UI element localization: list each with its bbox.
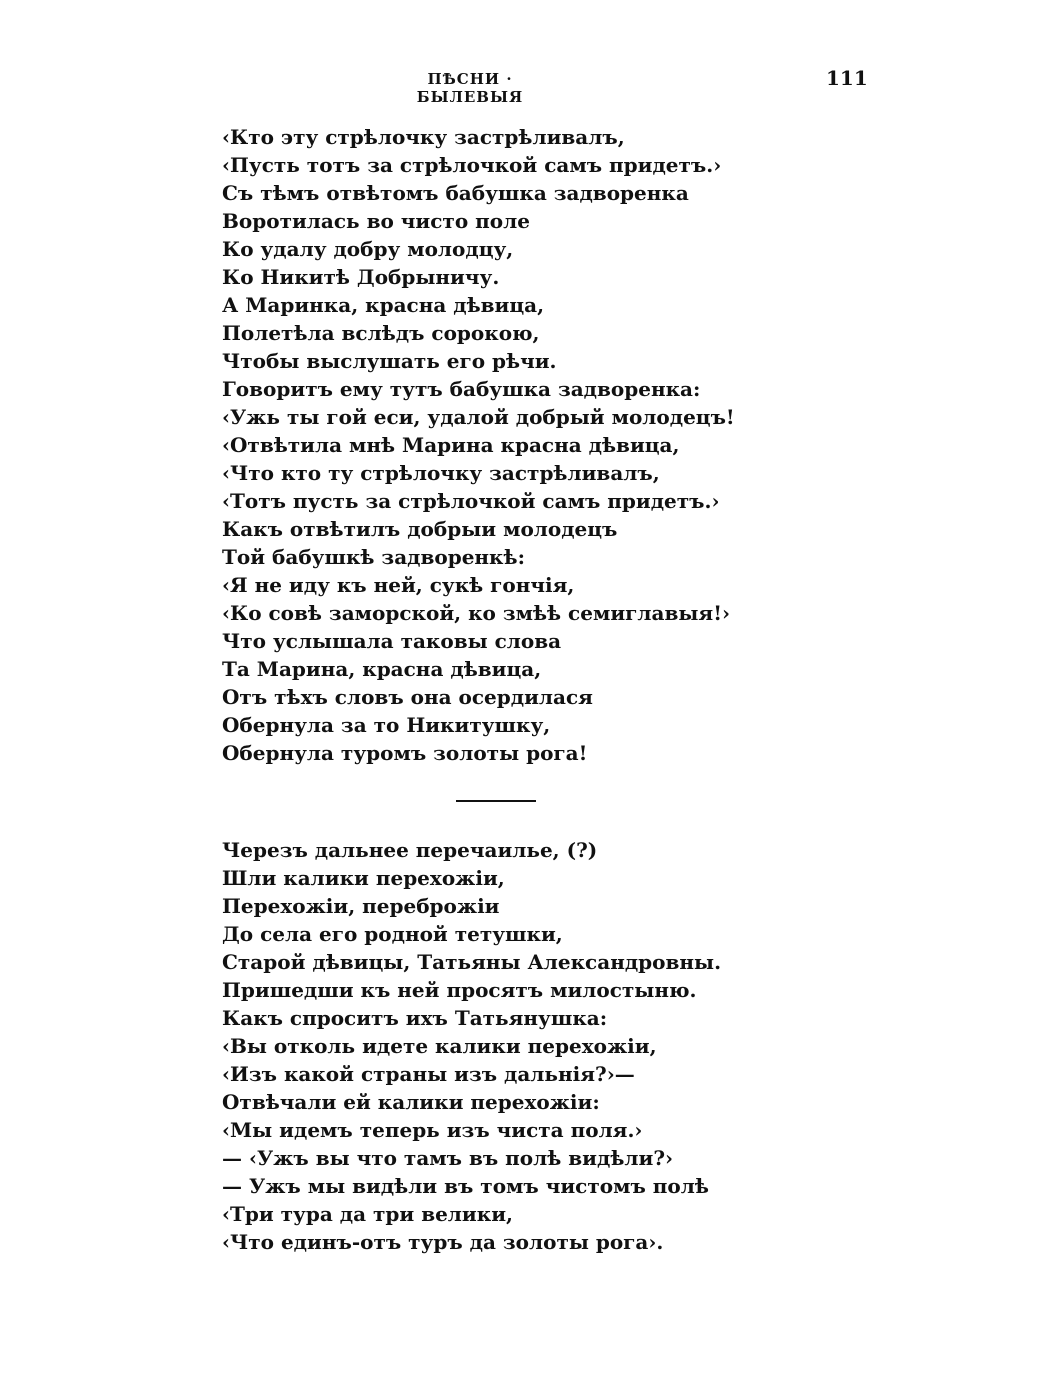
verse-line: Перехожіи, переброжіи: [222, 894, 500, 918]
verse-line: Какъ спроситъ ихъ Татьянушка:: [222, 1006, 608, 1030]
verse-line: Обернула туромъ золоты рога!: [222, 741, 588, 765]
verse-line: Что услышала таковы слова: [222, 629, 562, 653]
verse-line: ‹Изъ какой страны изъ дальнія?›—: [222, 1062, 635, 1086]
verse-line: Старой дѣвицы, Татьяны Александровны.: [222, 950, 722, 974]
verse-line: Ко удалу добру молодцу,: [222, 237, 514, 261]
verse-line: До села его родной тетушки,: [222, 922, 563, 946]
verse-line: ‹Мы идемъ теперь изъ чиста поля.›: [222, 1118, 643, 1142]
page-number: 111: [826, 66, 868, 90]
running-title: ПѢСНИ · БЫЛЕВЫЯ: [416, 70, 524, 106]
verse-line: ‹Отвѣтила мнѣ Марина красна дѣвица,: [222, 433, 680, 457]
stanza-1: [222, 123, 735, 767]
verse-line: Черезъ дальнее перечаилье, (?): [222, 838, 598, 862]
verse-line: — Ужъ мы видѣли въ томъ чистомъ полѣ: [222, 1174, 709, 1198]
verse-line: Шли калики перехожіи,: [222, 866, 505, 890]
verse-line: ‹Ко совѣ заморской, ко змѣѣ семиглавыя!›: [222, 601, 730, 625]
verse-line: Пришедши къ ней просятъ милостыню.: [222, 978, 697, 1002]
verse-line: ‹Что кто ту стрѣлочку застрѣливалъ,: [222, 461, 660, 485]
verse-line: Та Марина, красна дѣвица,: [222, 657, 542, 681]
verse-line: ‹Кто эту стрѣлочку застрѣливалъ,: [222, 125, 625, 149]
verse-line: А Маринка, красна дѣвица,: [222, 293, 545, 317]
verse-line: Ко Никитѣ Добрыничу.: [222, 265, 500, 289]
verse-line: ‹Я не иду къ ней, сукѣ гончія,: [222, 573, 575, 597]
verse-line: — ‹Ужъ вы что тамъ въ полѣ видѣли?›: [222, 1146, 674, 1170]
verse-line: Чтобы выслушать его рѣчи.: [222, 349, 557, 373]
verse-line: ‹Ужь ты гой еси, удалой добрый молодецъ!: [222, 405, 735, 429]
verse-line: Съ тѣмъ отвѣтомъ бабушка задворенка: [222, 181, 689, 205]
verse-line: Отвѣчали ей калики перехожіи:: [222, 1090, 600, 1114]
verse-line: Отъ тѣхъ словъ она осердилася: [222, 685, 593, 709]
verse-line: ‹Вы отколь идете калики перехожіи,: [222, 1034, 657, 1058]
section-divider: [456, 800, 536, 802]
verse-line: ‹Три тура да три велики,: [222, 1202, 513, 1226]
verse-line: Говоритъ ему тутъ бабушка задворенка:: [222, 377, 701, 401]
verse-line: Той бабушкѣ задворенкѣ:: [222, 545, 525, 569]
verse-line: ‹Пусть тотъ за стрѣлочкой самъ придетъ.›: [222, 153, 722, 177]
verse-line: Полетѣла вслѣдъ сорокою,: [222, 321, 540, 345]
verse-line: Воротилась во чисто поле: [222, 209, 530, 233]
stanza-2: [222, 836, 721, 1256]
verse-line: ‹Тотъ пусть за стрѣлочкой самъ придетъ.›: [222, 489, 720, 513]
verse-line: ‹Что единъ-отъ туръ да золоты рога›.: [222, 1230, 664, 1254]
verse-line: Обернула за то Никитушку,: [222, 713, 551, 737]
verse-line: Какъ отвѣтилъ добрыи молодецъ: [222, 517, 618, 541]
